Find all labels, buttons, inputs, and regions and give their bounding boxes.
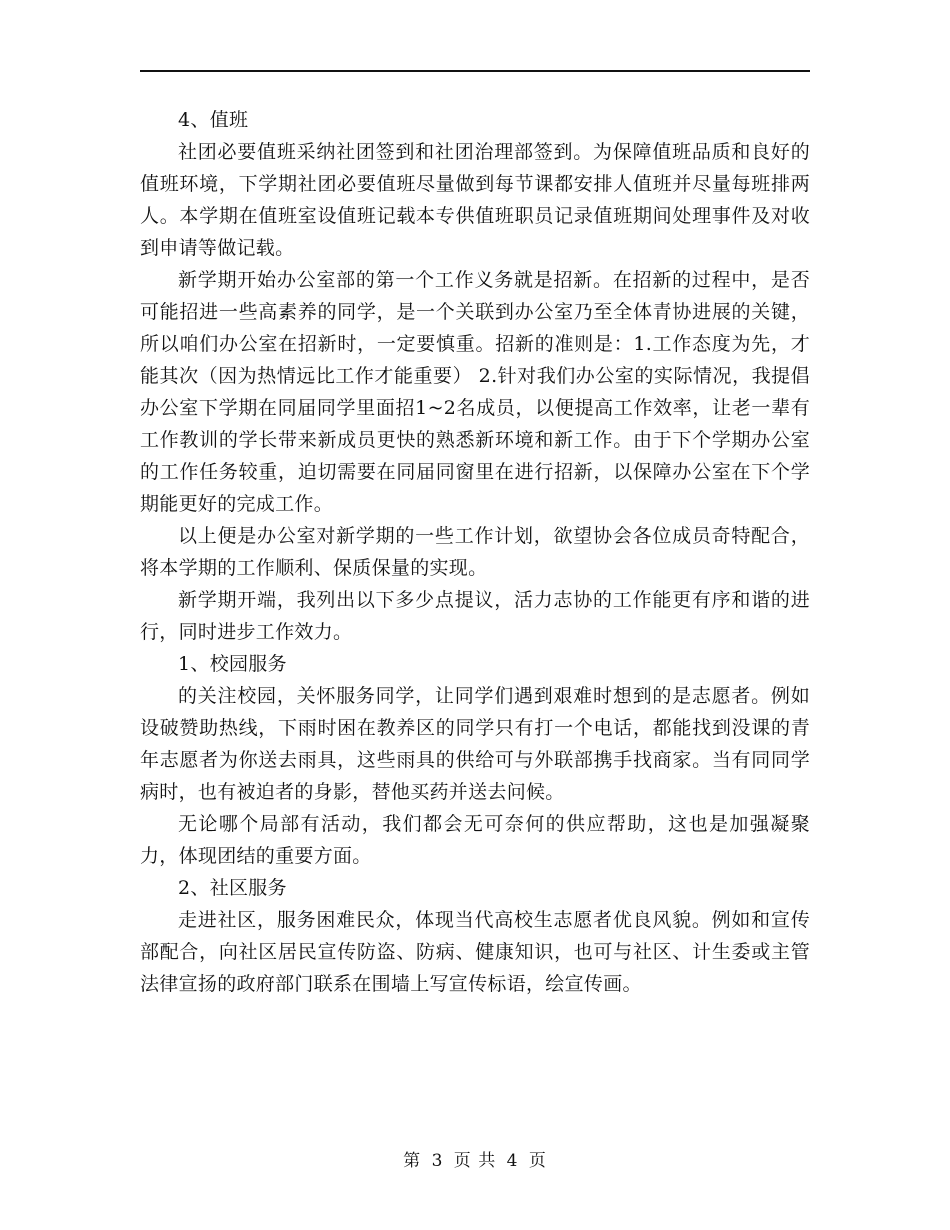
section-heading-duty: 4、值班 xyxy=(178,109,249,131)
paragraph-duty: 社团必要值班采纳社团签到和社团治理部签到。为保障值班品质和良好的值班环境，下学期社团必要值班尽量做到每节课都安排人值班并尽量每班排两人。本学期在值班室设值班记载本专供值班职员记录值班期间处理事件及对收到申请等做记载。 xyxy=(140,141,810,259)
footer-middle: 页 共 xyxy=(453,1151,497,1171)
header-rule xyxy=(140,70,810,72)
document-body xyxy=(140,104,810,1000)
paragraph-recruitment: 新学期开始办公室部的第一个工作义务就是招新。在招新的过程中，是否可能招进一些高素养的同学，是一个关联到办公室乃至全体青协进展的关键，所以咱们办公室在招新时，一定要慎重。招新的准则是：1.工作态度为先，才能其次（因为热情远比工作才能重要） 2.针对我们办公室的实际情况，我提倡办公室下学期在同届同学里面招1~2名成员，以便提高工作效率，让老一辈有工作教训的学长带来新成员更快的熟悉新环境和新工作。由于下个学期办公室的工作任务较重，迫切需要在同届同窗里在进行招新，以保障办公室在下个学期能更好的完成工作。 xyxy=(140,269,810,515)
section-heading-community-service: 2、社区服务 xyxy=(178,877,287,899)
section-heading-campus-service: 1、校园服务 xyxy=(178,653,287,675)
paragraph-summary: 以上便是办公室对新学期的一些工作计划，欲望协会各位成员奇特配合，将本学期的工作顺利、保质保量的实现。 xyxy=(140,525,810,579)
paragraph-suggestions: 新学期开端，我列出以下多少点提议，活力志协的工作能更有序和谐的进行，同时进步工作效力。 xyxy=(140,589,810,643)
footer-prefix: 第 xyxy=(403,1151,422,1171)
footer-total-pages: 4 xyxy=(506,1151,519,1171)
paragraph-support: 无论哪个局部有活动，我们都会无可奈何的供应帮助，这也是加强凝聚力，体现团结的重要方面。 xyxy=(140,813,810,867)
paragraph-campus-service: 的关注校园，关怀服务同学，让同学们遇到艰难时想到的是志愿者。例如设破赞助热线，下雨时困在教养区的同学只有打一个电话，都能找到没课的青年志愿者为你送去雨具，这些雨具的供给可与外联部携手找商家。当有同同学病时，也有被迫者的身影，替他买药并送去问候。 xyxy=(140,685,810,803)
footer-page-number: 3 xyxy=(431,1151,444,1171)
paragraph-community-service: 走进社区，服务困难民众，体现当代高校生志愿者优良风貌。例如和宣传部配合，向社区居民宣传防盗、防病、健康知识，也可与社区、计生委或主管法律宣扬的政府部门联系在围墙上写宣传标语，绘宣传画。 xyxy=(140,909,810,995)
page-footer xyxy=(0,1146,950,1171)
footer-suffix: 页 xyxy=(528,1151,547,1171)
